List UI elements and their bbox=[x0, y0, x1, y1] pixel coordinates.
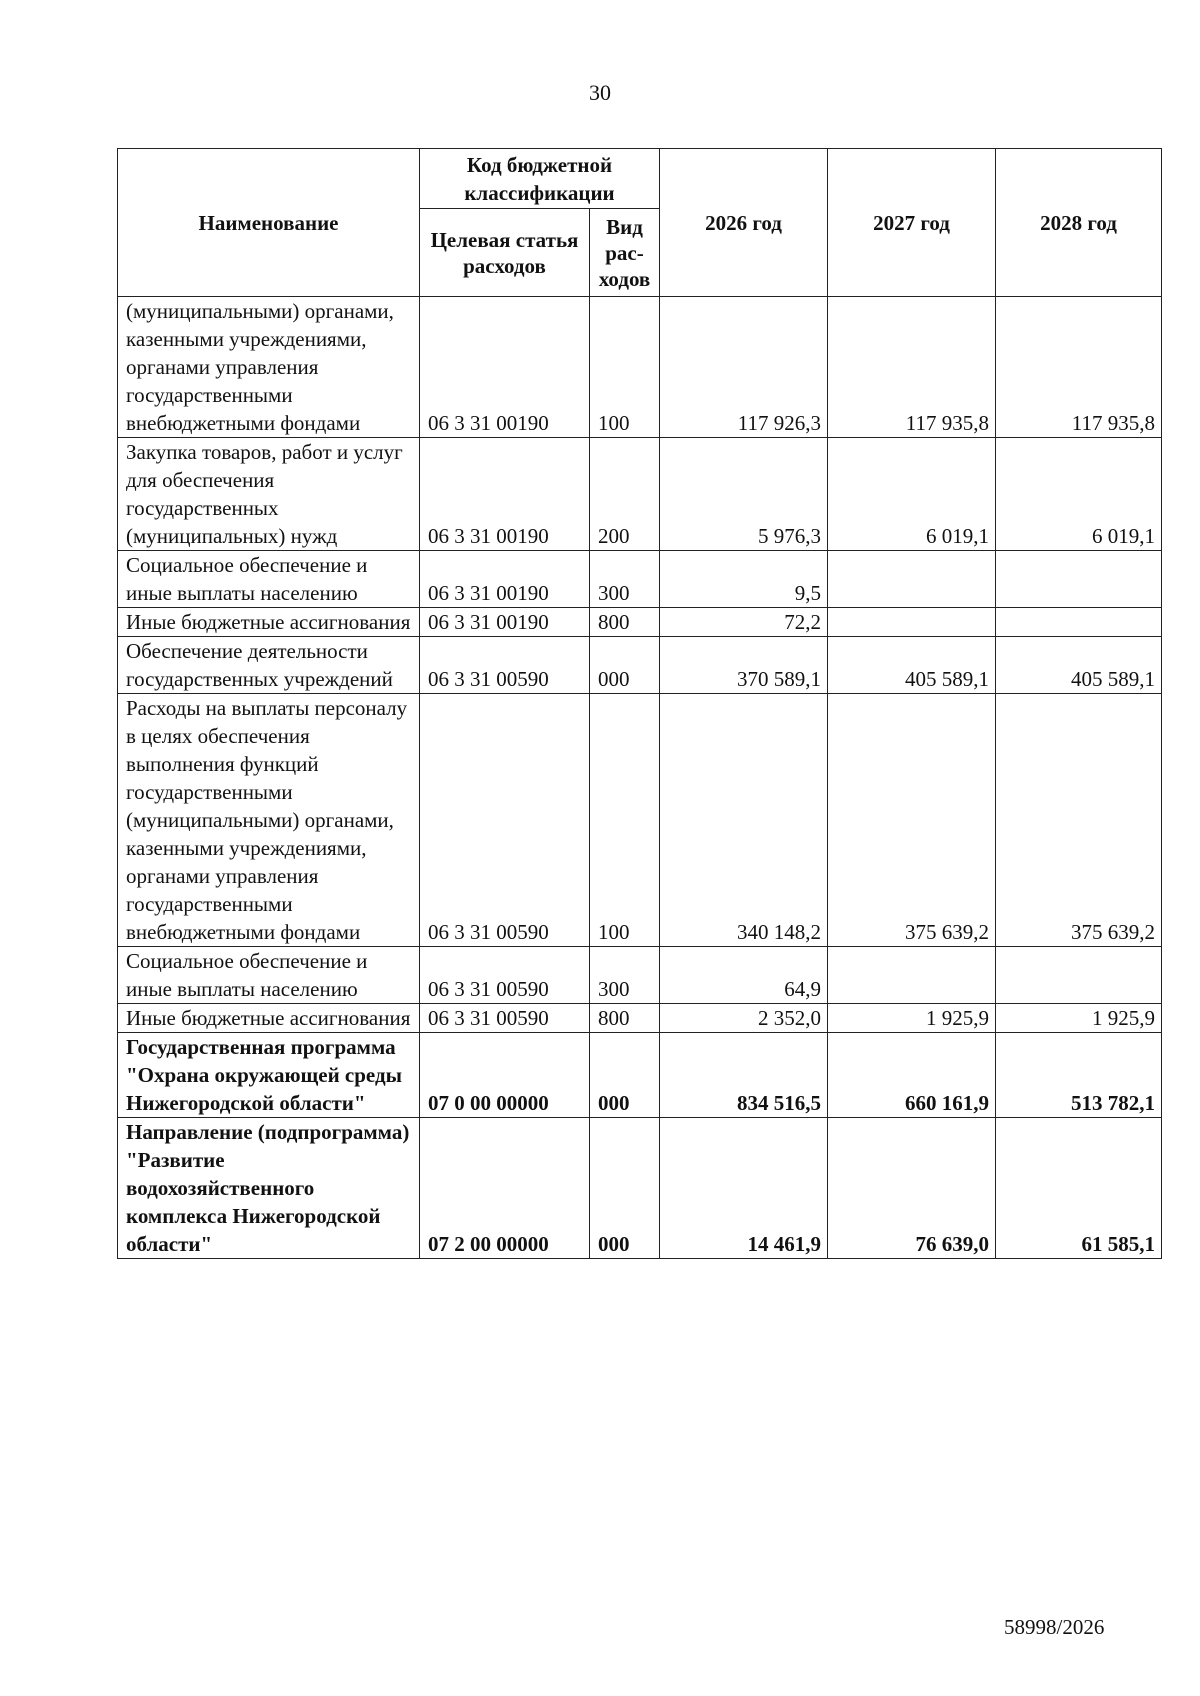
row-value-2026: 14 461,9 bbox=[660, 1118, 828, 1259]
table-row bbox=[118, 551, 1162, 608]
row-name: Иные бюджетные ассигнования bbox=[118, 1004, 420, 1033]
table-row bbox=[118, 1004, 1162, 1033]
row-value-2027: 660 161,9 bbox=[828, 1033, 996, 1118]
row-target-code: 06 3 31 00190 bbox=[420, 438, 590, 551]
row-target-code: 06 3 31 00190 bbox=[420, 551, 590, 608]
table-row bbox=[118, 1033, 1162, 1118]
row-value-2028: 61 585,1 bbox=[996, 1118, 1162, 1259]
table-row bbox=[118, 694, 1162, 947]
budget-table bbox=[117, 148, 1162, 1259]
row-value-2027: 375 639,2 bbox=[828, 694, 996, 947]
row-expense-type: 100 bbox=[590, 297, 660, 438]
row-expense-type: 800 bbox=[590, 608, 660, 637]
row-value-2026: 5 976,3 bbox=[660, 438, 828, 551]
row-target-code: 06 3 31 00590 bbox=[420, 637, 590, 694]
row-value-2027: 117 935,8 bbox=[828, 297, 996, 438]
row-value-2026: 72,2 bbox=[660, 608, 828, 637]
row-target-code: 06 3 31 00590 bbox=[420, 1004, 590, 1033]
row-target-code: 06 3 31 00590 bbox=[420, 694, 590, 947]
row-value-2026: 834 516,5 bbox=[660, 1033, 828, 1118]
row-expense-type: 300 bbox=[590, 947, 660, 1004]
row-target-code: 06 3 31 00190 bbox=[420, 297, 590, 438]
row-name: Государственная программа "Охрана окружающей среды Нижегородской области" bbox=[118, 1033, 420, 1118]
row-expense-type: 000 bbox=[590, 1118, 660, 1259]
table-row bbox=[118, 608, 1162, 637]
row-name: Обеспечение деятельности государственных учреждений bbox=[118, 637, 420, 694]
row-name: Иные бюджетные ассигнования bbox=[118, 608, 420, 637]
row-name: Социальное обеспечение и иные выплаты населению bbox=[118, 947, 420, 1004]
row-target-code: 06 3 31 00190 bbox=[420, 608, 590, 637]
row-value-2027 bbox=[828, 947, 996, 1004]
row-value-2026: 9,5 bbox=[660, 551, 828, 608]
row-target-code: 06 3 31 00590 bbox=[420, 947, 590, 1004]
row-expense-type: 800 bbox=[590, 1004, 660, 1033]
table-row bbox=[118, 637, 1162, 694]
row-value-2027: 405 589,1 bbox=[828, 637, 996, 694]
row-value-2028: 1 925,9 bbox=[996, 1004, 1162, 1033]
row-value-2027: 1 925,9 bbox=[828, 1004, 996, 1033]
row-name: Направление (подпрограмма) "Развитие водохозяйственного комплекса Нижегородской области" bbox=[118, 1118, 420, 1259]
row-expense-type: 000 bbox=[590, 1033, 660, 1118]
header-expense-type: Вид рас-ходов bbox=[590, 209, 660, 297]
row-value-2026: 117 926,3 bbox=[660, 297, 828, 438]
table-row bbox=[118, 1118, 1162, 1259]
row-expense-type: 100 bbox=[590, 694, 660, 947]
row-value-2027: 76 639,0 bbox=[828, 1118, 996, 1259]
row-value-2028 bbox=[996, 608, 1162, 637]
header-code-group: Код бюджетной классификации bbox=[420, 149, 660, 209]
header-2027: 2027 год bbox=[828, 149, 996, 297]
header-name: Наименование bbox=[118, 149, 420, 297]
row-name: Закупка товаров, работ и услуг для обеспечения государственных (муниципальных) нужд bbox=[118, 438, 420, 551]
header-2026: 2026 год bbox=[660, 149, 828, 297]
table-body bbox=[118, 297, 1162, 1259]
row-value-2027 bbox=[828, 551, 996, 608]
row-value-2026: 2 352,0 bbox=[660, 1004, 828, 1033]
row-value-2027 bbox=[828, 608, 996, 637]
row-value-2028: 513 782,1 bbox=[996, 1033, 1162, 1118]
table-row bbox=[118, 297, 1162, 438]
row-target-code: 07 2 00 00000 bbox=[420, 1118, 590, 1259]
row-value-2028: 6 019,1 bbox=[996, 438, 1162, 551]
row-name: Социальное обеспечение и иные выплаты населению bbox=[118, 551, 420, 608]
table-row bbox=[118, 438, 1162, 551]
row-value-2028: 405 589,1 bbox=[996, 637, 1162, 694]
header-2028: 2028 год bbox=[996, 149, 1162, 297]
row-value-2026: 370 589,1 bbox=[660, 637, 828, 694]
row-expense-type: 300 bbox=[590, 551, 660, 608]
row-value-2028 bbox=[996, 551, 1162, 608]
row-value-2028: 117 935,8 bbox=[996, 297, 1162, 438]
row-name: Расходы на выплаты персоналу в целях обеспечения выполнения функций государственными (муниципальными) органами, казенными учреждениями, органами управления государственными внебюджетными фондами bbox=[118, 694, 420, 947]
table-header bbox=[118, 149, 1162, 297]
table-row bbox=[118, 947, 1162, 1004]
header-target-article: Целевая статья расходов bbox=[420, 209, 590, 297]
footer-document-code: 58998/2026 bbox=[1004, 1615, 1105, 1639]
row-value-2026: 340 148,2 bbox=[660, 694, 828, 947]
row-target-code: 07 0 00 00000 bbox=[420, 1033, 590, 1118]
row-value-2027: 6 019,1 bbox=[828, 438, 996, 551]
row-expense-type: 000 bbox=[590, 637, 660, 694]
row-name: (муниципальными) органами, казенными учреждениями, органами управления государственными внебюджетными фондами bbox=[118, 297, 420, 438]
row-expense-type: 200 bbox=[590, 438, 660, 551]
row-value-2028: 375 639,2 bbox=[996, 694, 1162, 947]
row-value-2026: 64,9 bbox=[660, 947, 828, 1004]
page-number: 30 bbox=[589, 80, 611, 105]
row-value-2028 bbox=[996, 947, 1162, 1004]
